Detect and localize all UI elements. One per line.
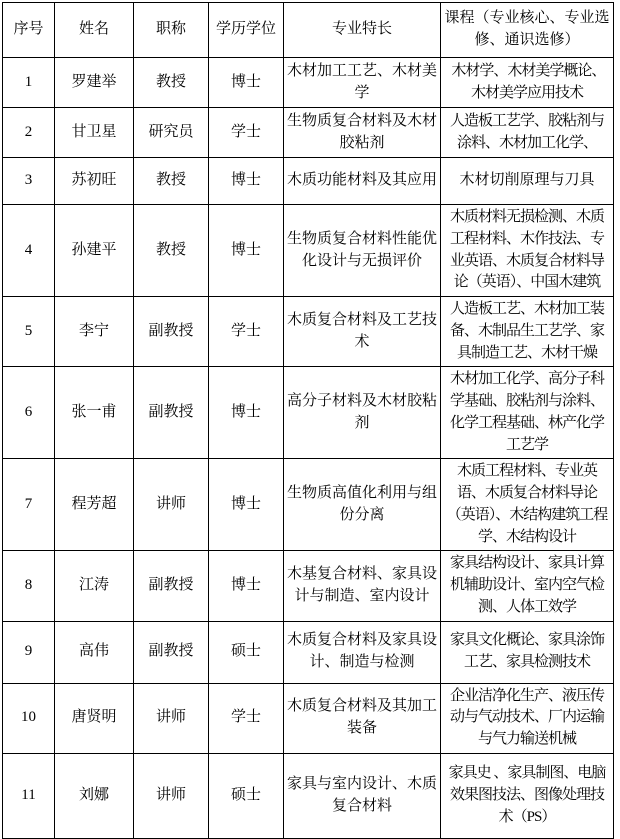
cell-courses: 企业洁净化生产、液压传动与气动技术、厂内运输与气力输送机械 (441, 683, 614, 753)
cell-name: 高伟 (55, 621, 134, 683)
cell-name: 江涛 (55, 551, 134, 621)
cell-index: 1 (3, 58, 55, 108)
cell-specialty: 木材加工工艺、木材美学 (284, 58, 441, 108)
table-row (3, 551, 614, 621)
cell-title: 教授 (134, 158, 209, 205)
cell-title: 副教授 (134, 621, 209, 683)
cell-index: 9 (3, 621, 55, 683)
table-body (3, 58, 614, 839)
cell-degree: 学士 (209, 108, 284, 158)
col-header-courses: 课程（专业核心、专业选修、通识选修） (441, 3, 614, 58)
table-row (3, 205, 614, 297)
cell-index: 10 (3, 683, 55, 753)
cell-index: 3 (3, 158, 55, 205)
cell-index: 7 (3, 459, 55, 551)
table-row (3, 753, 614, 838)
cell-name: 孙建平 (55, 205, 134, 297)
cell-degree: 硕士 (209, 621, 284, 683)
col-header-degree: 学历学位 (209, 3, 284, 58)
cell-specialty: 木质复合材料及其加工装备 (284, 683, 441, 753)
cell-specialty: 生物质高值化利用与组份分离 (284, 459, 441, 551)
cell-specialty: 家具与室内设计、木质复合材料 (284, 753, 441, 838)
cell-courses: 木材切削原理与刀具 (441, 158, 614, 205)
cell-name: 李宁 (55, 297, 134, 367)
table-row (3, 459, 614, 551)
cell-title: 研究员 (134, 108, 209, 158)
cell-courses: 木质工程材料、专业英语、木质复合材料导论（英语）、木结构建筑工程学、木结构设计 (441, 459, 614, 551)
col-header-index: 序号 (3, 3, 55, 58)
cell-degree: 硕士 (209, 753, 284, 838)
cell-title: 教授 (134, 58, 209, 108)
cell-courses: 家具结构设计、家具计算机辅助设计、室内空气检测、人体工效学 (441, 551, 614, 621)
cell-specialty: 木基复合材料、家具设计与制造、室内设计 (284, 551, 441, 621)
cell-title: 副教授 (134, 297, 209, 367)
cell-degree: 博士 (209, 205, 284, 297)
cell-title: 教授 (134, 205, 209, 297)
table-row (3, 621, 614, 683)
cell-courses: 木材加工化学、高分子科学基础、胶粘剂与涂料、化学工程基础、林产化学工艺学 (441, 367, 614, 459)
cell-index: 4 (3, 205, 55, 297)
cell-degree: 博士 (209, 158, 284, 205)
cell-degree: 博士 (209, 459, 284, 551)
table-row (3, 367, 614, 459)
cell-degree: 博士 (209, 367, 284, 459)
col-header-name: 姓名 (55, 3, 134, 58)
cell-courses: 家具史 、家具制图、电脑效果图技法、图像处理技术（PS） (441, 753, 614, 838)
col-header-specialty: 专业特长 (284, 3, 441, 58)
cell-specialty: 高分子材料及木材胶粘剂 (284, 367, 441, 459)
cell-index: 6 (3, 367, 55, 459)
table-row (3, 58, 614, 108)
cell-name: 甘卫星 (55, 108, 134, 158)
cell-degree: 博士 (209, 58, 284, 108)
cell-index: 11 (3, 753, 55, 838)
cell-title: 讲师 (134, 683, 209, 753)
faculty-table (2, 2, 614, 839)
header-row (3, 3, 614, 58)
cell-specialty: 木质功能材料及其应用 (284, 158, 441, 205)
cell-index: 5 (3, 297, 55, 367)
table-row (3, 108, 614, 158)
cell-name: 刘娜 (55, 753, 134, 838)
table-row (3, 297, 614, 367)
cell-courses: 家具文化概论、家具涂饰工艺、家具检测技术 (441, 621, 614, 683)
cell-degree: 学士 (209, 683, 284, 753)
table-header (3, 3, 614, 58)
cell-specialty: 生物质复合材料性能优化设计与无损评价 (284, 205, 441, 297)
cell-index: 8 (3, 551, 55, 621)
table-row (3, 683, 614, 753)
cell-courses: 木材学、木材美学概论、木材美学应用技术 (441, 58, 614, 108)
cell-name: 罗建举 (55, 58, 134, 108)
cell-index: 2 (3, 108, 55, 158)
table-row (3, 158, 614, 205)
cell-title: 副教授 (134, 367, 209, 459)
cell-specialty: 木质复合材料及家具设计、制造与检测 (284, 621, 441, 683)
cell-name: 苏初旺 (55, 158, 134, 205)
cell-courses: 人造板工艺学、胶粘剂与涂料、木材加工化学、 (441, 108, 614, 158)
cell-courses: 人造板工艺、木材加工装备、木制品生工艺学、家具制造工艺、木材干燥 (441, 297, 614, 367)
cell-title: 讲师 (134, 753, 209, 838)
cell-courses: 木质材料无损检测、木质工程材料、木作技法、专业英语、木质复合材料导论（英语）、中国木建筑 (441, 205, 614, 297)
cell-name: 程芳超 (55, 459, 134, 551)
cell-title: 讲师 (134, 459, 209, 551)
cell-name: 唐贤明 (55, 683, 134, 753)
cell-name: 张一甫 (55, 367, 134, 459)
cell-specialty: 生物质复合材料及木材胶粘剂 (284, 108, 441, 158)
cell-specialty: 木质复合材料及工艺技术 (284, 297, 441, 367)
cell-degree: 学士 (209, 297, 284, 367)
cell-title: 副教授 (134, 551, 209, 621)
cell-degree: 博士 (209, 551, 284, 621)
col-header-title: 职称 (134, 3, 209, 58)
